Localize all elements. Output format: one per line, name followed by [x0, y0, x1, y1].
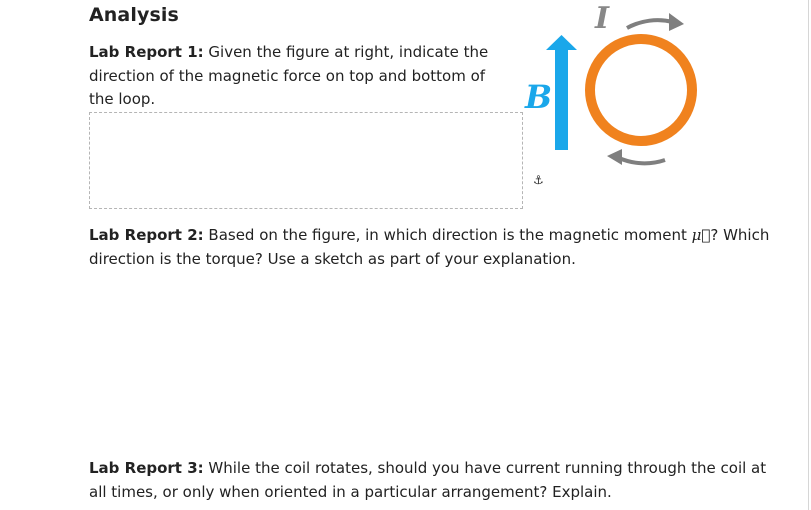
answer-input-area[interactable] [89, 112, 523, 209]
anchor-icon[interactable]: ⚓ [533, 173, 544, 187]
lab-report-1 [89, 41, 509, 112]
lab-report-3-label: Lab Report 3: [89, 459, 204, 477]
lab-report-2-text: Based on the figure, in which direction is the magnetic moment [203, 226, 692, 244]
lab-report-3-text: While the coil rotates, should you have current running through the coil at all times, or only when oriented in a particular arrangement? Explain. [89, 459, 767, 501]
lab-report-3 [89, 457, 779, 504]
lab-report-1-label: Lab Report 1: [89, 43, 204, 61]
right-border [808, 0, 809, 510]
field-label: B [525, 78, 553, 116]
lab-report-2-label: Lab Report 2: [89, 226, 204, 244]
magnetic-field-figure [515, 0, 715, 179]
lab-report-2-text-after: ? Which direction is the torque? Use a sketch as part of your explanation. [89, 226, 770, 268]
section-heading: Analysis [89, 4, 179, 26]
lab-report-1-text: Given the figure at right, indicate the direction of the magnetic force on top and bottom of the loop. [89, 43, 489, 108]
current-loop [590, 39, 692, 141]
magnetic-moment-symbol: μ⃗ [691, 226, 711, 244]
current-label: I [595, 1, 610, 36]
lab-report-2 [89, 224, 779, 271]
